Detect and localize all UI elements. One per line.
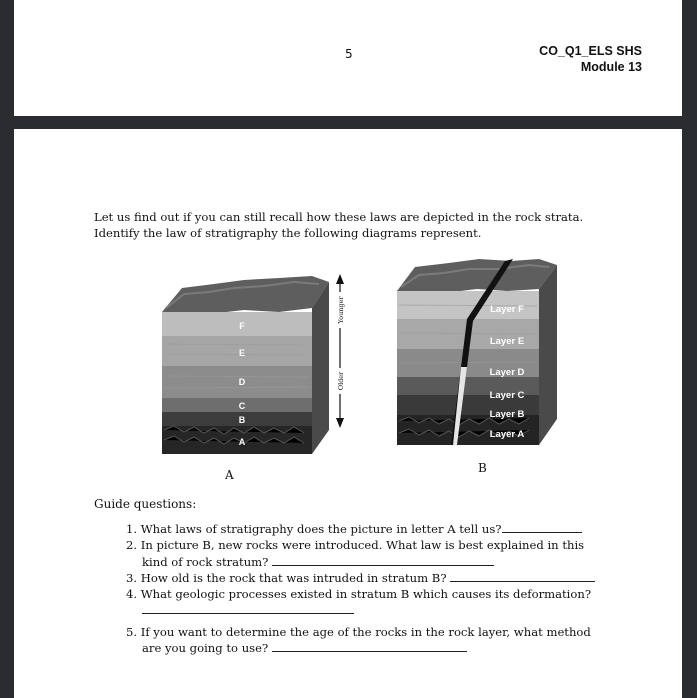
- question-5-text-line-1: 5. If you want to determine the age of the rocks in the rock layer, what method: [126, 624, 591, 639]
- question-3-text: 3. How old is the rock that was intruded in stratum B?: [126, 570, 447, 585]
- figure-b-label-c: Layer C: [489, 390, 525, 401]
- figure-b-side-face: [539, 265, 557, 445]
- figure-b-caption: B: [478, 461, 487, 475]
- younger-label: Younger: [337, 296, 345, 324]
- figure-b-label-d: Layer D: [489, 367, 525, 378]
- figure-a-label-e: E: [238, 348, 246, 358]
- figure-a-side-face: [312, 282, 329, 454]
- figure-a-label-b: B: [238, 415, 246, 425]
- figure-b-top-soil: [397, 259, 557, 293]
- figure-b-label-a: Layer A: [489, 429, 525, 440]
- figure-a-top-soil: [162, 276, 329, 314]
- question-2: [126, 537, 616, 570]
- figure-a-layer-f: [162, 312, 312, 336]
- figure-a-caption: A: [225, 468, 234, 482]
- intro-line-2: Identify the law of stratigraphy the following diagrams represent.: [94, 226, 482, 240]
- page-header-sheet: [14, 0, 682, 116]
- age-arrow: [335, 274, 345, 428]
- course-code: CO_Q1_ELS SHS: [539, 44, 642, 58]
- module-label: Module 13: [580, 60, 642, 74]
- figure-a-label-a: A: [238, 437, 246, 447]
- figure-b-rock-strata: [389, 257, 589, 457]
- intro-line-1: Let us find out if you can still recall how these laws are depicted in the rock strata.: [94, 210, 584, 224]
- question-2-text-line-2: kind of rock stratum?: [142, 554, 269, 569]
- question-5-text-line-2: are you going to use?: [142, 641, 269, 656]
- question-1: [126, 521, 616, 537]
- question-4-text: 4. What geologic processes existed in stratum B which causes its deformation?: [126, 587, 592, 602]
- figure-a-layer-c: [162, 398, 312, 412]
- question-2-text-line-1: 2. In picture B, new rocks were introduced. What law is best explained in this: [126, 538, 585, 553]
- figure-b-label-b: Layer B: [489, 409, 525, 420]
- question-3: [126, 570, 616, 586]
- page-number: 5: [345, 47, 353, 61]
- figure-a-layer-d: [162, 366, 312, 398]
- guide-questions-list: [126, 521, 616, 656]
- figure-a-layer-b: [162, 412, 312, 426]
- question-1-text: 1. What laws of stratigraphy does the picture in letter A tell us?: [126, 522, 502, 536]
- intro-text: [94, 209, 624, 241]
- arrow-up-icon: [336, 274, 344, 284]
- answer-blank-4[interactable]: [142, 603, 354, 614]
- figure-a-label-c: C: [238, 401, 246, 411]
- answer-blank-3[interactable]: [450, 571, 595, 582]
- figure-a-label-d: D: [238, 377, 246, 387]
- answer-blank-5[interactable]: [272, 641, 467, 652]
- guide-questions-title: Guide questions:: [94, 497, 197, 511]
- question-4: [126, 586, 616, 619]
- page-body-sheet: [14, 129, 682, 698]
- figure-a-label-f: F: [239, 321, 245, 331]
- answer-blank-2[interactable]: [272, 555, 494, 566]
- figure-b-label-f: Layer F: [490, 304, 524, 315]
- question-5: [126, 624, 616, 657]
- arrow-down-icon: [336, 418, 344, 428]
- figure-a-layer-e: [162, 336, 312, 366]
- figure-a-rock-strata: [154, 272, 354, 462]
- older-label: Older: [337, 371, 345, 391]
- module-code: [539, 43, 642, 75]
- answer-blank-1[interactable]: [502, 522, 582, 533]
- figure-b-label-e: Layer E: [489, 336, 525, 347]
